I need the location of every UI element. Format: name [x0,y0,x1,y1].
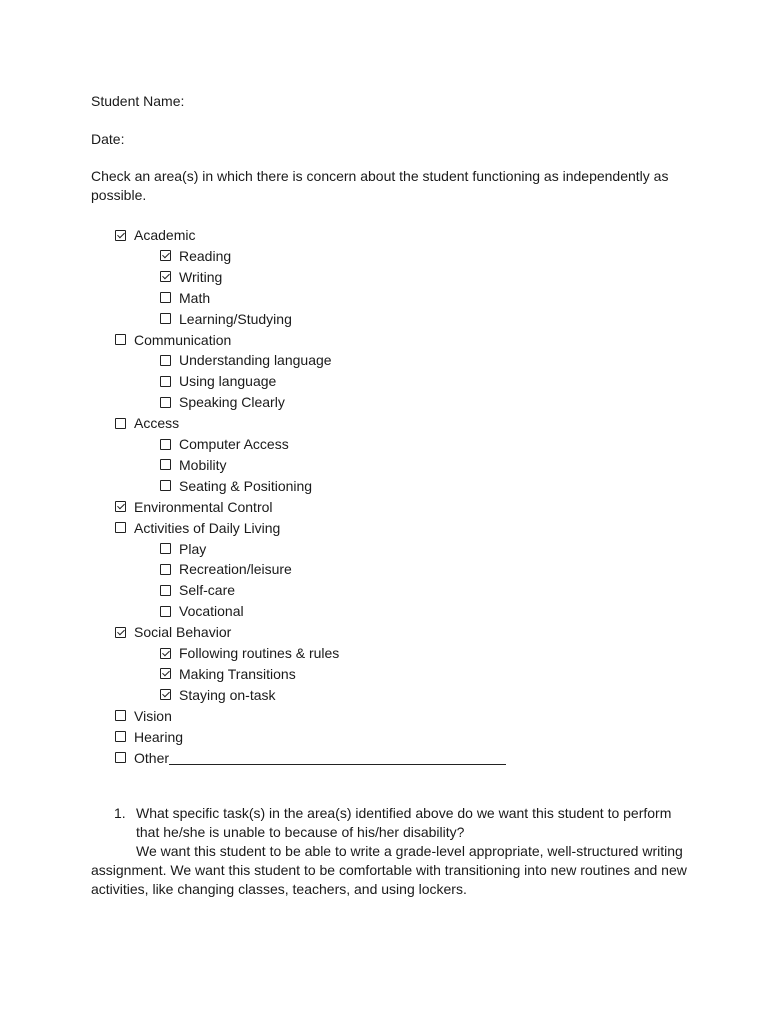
checked-checkbox-icon[interactable] [160,250,171,261]
checklist-item[interactable] [160,476,312,496]
checklist-item[interactable] [115,518,280,538]
checklist-item-label: Vision [134,707,172,724]
checklist-item[interactable] [115,497,273,517]
checklist-item-label: Social Behavior [134,624,232,641]
unchecked-checkbox-icon[interactable] [115,418,126,429]
checklist-item[interactable] [160,643,339,663]
checklist-item-label: Environmental Control [134,498,273,515]
checklist-item-label: Math [179,289,211,306]
question-text: What specific task(s) in the area(s) identified above do we want this student to perform that he/she is unable to because of his/her disability? [136,805,672,840]
checklist-item-label: Computer Access [179,436,289,452]
checklist-item-label: Academic [134,227,196,243]
checklist-item-label: Seating & Positioning [179,477,313,494]
unchecked-checkbox-icon[interactable] [160,397,171,408]
checklist-item[interactable] [160,309,292,329]
unchecked-checkbox-icon[interactable] [115,334,126,345]
unchecked-checkbox-icon[interactable] [160,355,171,366]
checklist-item[interactable] [160,559,292,579]
checklist-item-label: Understanding language [179,352,332,369]
student-name-label: Student Name: [91,93,185,109]
checklist-item-label: Reading [179,247,232,264]
checklist-item-label: Self-care [179,582,236,599]
checklist-item[interactable] [160,539,206,559]
checklist-item-label: Other [134,749,170,766]
unchecked-checkbox-icon[interactable] [160,292,171,303]
checklist-item[interactable] [160,664,296,684]
checklist-item-label: Play [179,540,207,557]
checklist-item-label: Writing [179,268,223,285]
checked-checkbox-icon[interactable] [160,648,171,659]
unchecked-checkbox-icon[interactable] [115,752,126,763]
instruction-text: Check an area(s) in which there is concern about the student functioning as independently as possible. [91,168,669,203]
other-blank-line[interactable] [169,750,506,765]
checked-checkbox-icon[interactable] [160,668,171,679]
unchecked-checkbox-icon[interactable] [160,439,171,450]
checklist-item[interactable] [160,601,244,621]
checklist-item[interactable] [115,706,172,726]
checklist-item-label: Making Transitions [179,665,296,682]
checklist-item-label: Vocational [179,603,244,620]
unchecked-checkbox-icon[interactable] [115,522,126,533]
checklist-item-label: Learning/Studying [179,310,292,327]
checked-checkbox-icon[interactable] [160,689,171,700]
checklist-item-label: Following routines & rules [179,645,340,661]
checklist-item-label: Communication [134,331,232,348]
checked-checkbox-icon[interactable] [160,271,171,282]
checklist-item[interactable] [160,580,235,600]
checklist-item-label: Activities of Daily Living [134,519,281,536]
date-label: Date: [91,131,125,147]
checklist-item[interactable] [160,288,210,308]
checklist-item[interactable] [115,748,506,768]
checklist-item[interactable] [160,685,276,705]
checklist-item[interactable] [115,225,195,245]
unchecked-checkbox-icon[interactable] [115,731,126,742]
checklist-item[interactable] [160,267,222,287]
unchecked-checkbox-icon[interactable] [160,606,171,617]
unchecked-checkbox-icon[interactable] [160,376,171,387]
checklist-item[interactable] [160,392,285,412]
checklist-item[interactable] [160,434,289,454]
checklist-item-label: Using language [179,373,277,390]
unchecked-checkbox-icon[interactable] [160,564,171,575]
unchecked-checkbox-icon[interactable] [115,710,126,721]
checklist-item-label: Staying on-task [179,686,276,703]
checked-checkbox-icon[interactable] [115,230,126,241]
checklist-item[interactable] [160,350,332,370]
unchecked-checkbox-icon[interactable] [160,313,171,324]
checklist-item[interactable] [160,246,231,266]
checklist-item[interactable] [115,330,231,350]
checklist-item-label: Hearing [134,728,184,745]
unchecked-checkbox-icon[interactable] [160,585,171,596]
checklist-item[interactable] [160,371,276,391]
checklist-item[interactable] [115,413,179,433]
checklist-item[interactable] [115,727,183,747]
checklist-item-label: Access [134,415,180,432]
checklist-item-label: Mobility [179,456,227,473]
unchecked-checkbox-icon[interactable] [160,480,171,491]
unchecked-checkbox-icon[interactable] [160,459,171,470]
checklist-item[interactable] [115,622,231,642]
unchecked-checkbox-icon[interactable] [160,543,171,554]
checked-checkbox-icon[interactable] [115,501,126,512]
answer-text: We want this student to be able to write a grade-level appropriate, well-structured writing assignment. We want this student to be comfortable with transitioning into new routines and new activities, like changing classes, teachers, and using lockers. [91,843,687,897]
question-number: 1. [114,805,126,821]
checked-checkbox-icon[interactable] [115,627,126,638]
checklist-item[interactable] [160,455,226,475]
checklist-item-label: Recreation/leisure [179,561,292,578]
checklist-item-label: Speaking Clearly [179,394,285,411]
